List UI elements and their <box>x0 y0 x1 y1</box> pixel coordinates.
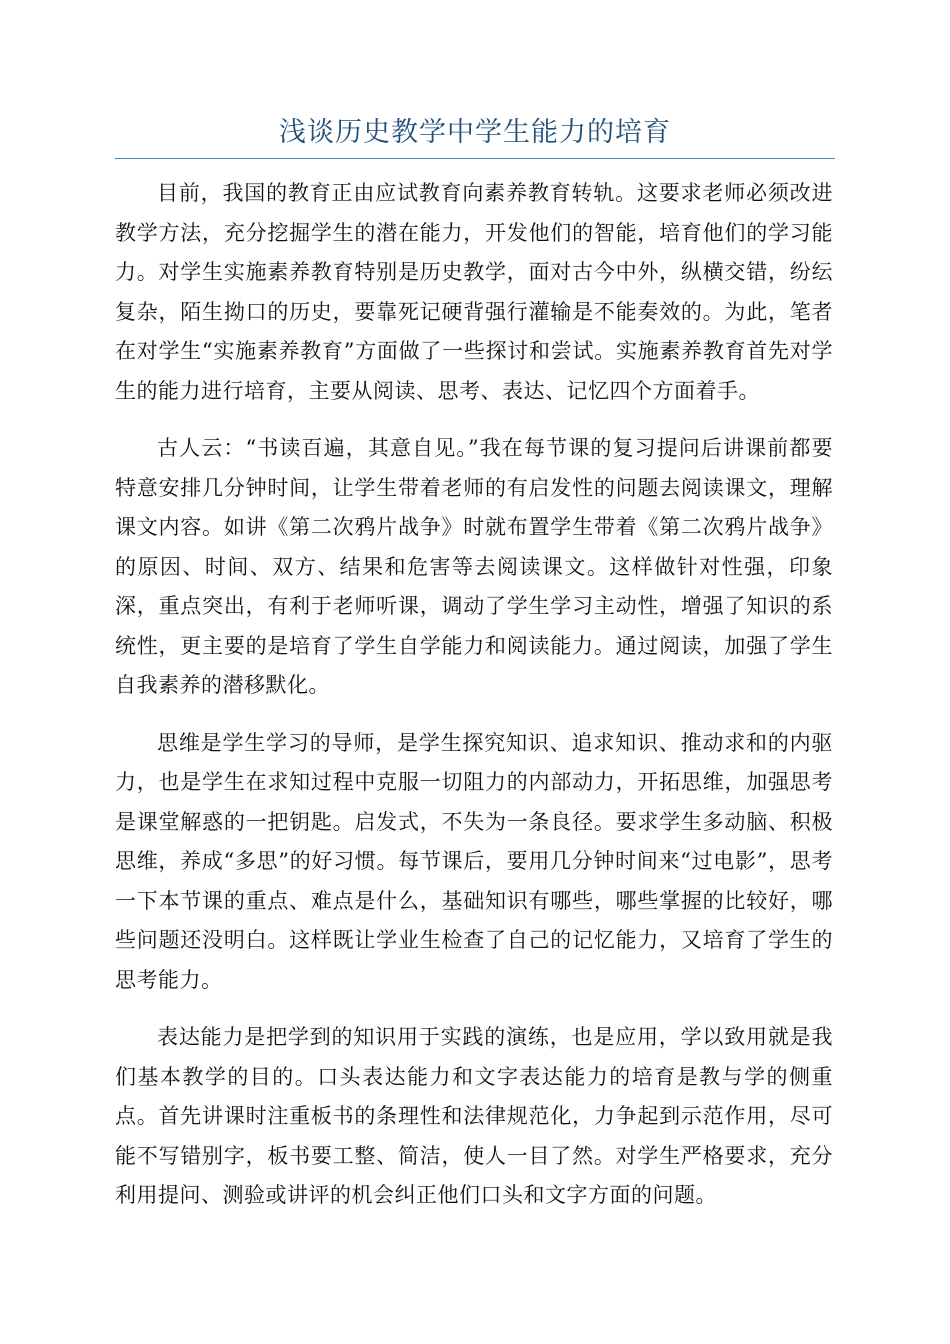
paragraph-expression: 表达能力是把学到的知识用于实践的演练，也是应用，学以致用就是我们基本教学的目的。口头表达能力和文字表达能力的培育是教与学的侧重点。首先讲课时注重板书的条理性和法律规范化，力争起到示范作用，尽可能不写错别字，板书要工整、简洁，使人一目了然。对学生严格要求，充分利用提问、测验或讲评的机会纠正他们口头和文字方面的问题。 <box>115 1025 833 1207</box>
title-block <box>115 112 835 159</box>
paragraph-intro: 目前，我国的教育正由应试教育向素养教育转轨。这要求老师必须改进教学方法，充分挖掘学生的潜在能力，开发他们的智能，培育他们的学习能力。对学生实施素养教育特别是历史教学，面对古今中外，纵横交错，纷纭复杂，陌生拗口的历史，要靠死记硬背强行灌输是不能奏效的。为此，笔者在对学生“实施素养教育”方面做了一些探讨和尝试。实施素养教育首先对学生的能力进行培育，主要从阅读、思考、表达、记忆四个方面着手。 <box>115 181 833 403</box>
document-title: 浅谈历史教学中学生能力的培育 <box>279 117 671 148</box>
paragraph-thinking: 思维是学生学习的导师，是学生探究知识、追求知识、推动求和的内驱力，也是学生在求知过程中克服一切阻力的内部动力，开拓思维，加强思考是课堂解惑的一把钥匙。启发式，不失为一条良径。要求学生多动脑、积极思维，养成“多思”的好习惯。每节课后，要用几分钟时间来“过电影”，思考一下本节课的重点、难点是什么，基础知识有哪些，哪些掌握的比较好，哪些问题还没明白。这样既让学业生检查了自己的记忆能力，又培育了学生的思考能力。 <box>115 730 833 992</box>
paragraph-reading: 古人云：“书读百遍，其意自见。”我在每节课的复习提问后讲课前都要特意安排几分钟时间，让学生带着老师的有启发性的问题去阅读课文，理解课文内容。如讲《第二次鸦片战争》时就布置学生带着《第二次鸦片战争》的原因、时间、双方、结果和危害等去阅读课文。这样做针对性强，印象深，重点突出，有利于老师听课，调动了学生学习主动性，增强了知识的系统性，更主要的是培育了学生自学能力和阅读能力。通过阅读，加强了学生自我素养的潜移默化。 <box>115 436 833 697</box>
document-body <box>115 174 833 1234</box>
